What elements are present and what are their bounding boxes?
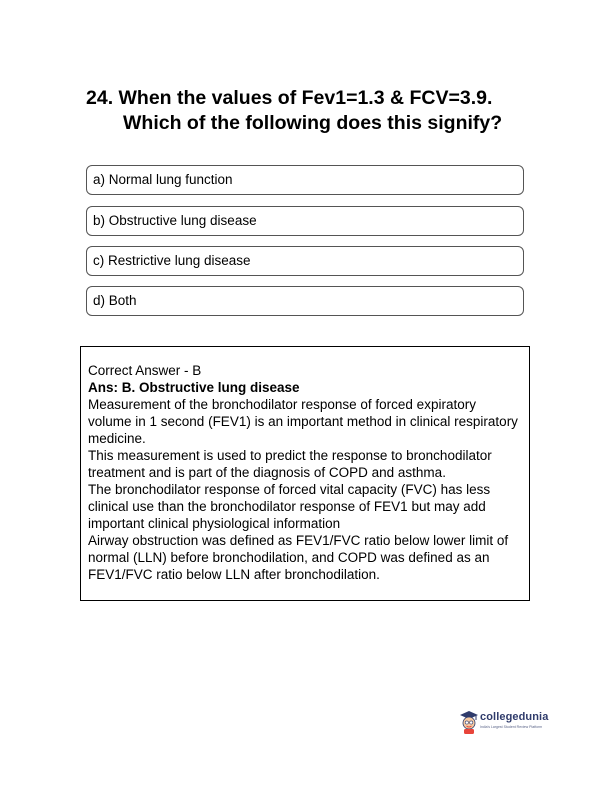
collegedunia-logo xyxy=(459,709,569,739)
explanation-paragraph: Airway obstruction was defined as FEV1/FVC ratio below lower limit of normal (LLN) before bronchodilation, and COPD was defined as an FEV1/FVC ratio below LLN after bronchodilation. xyxy=(88,533,509,582)
option-d[interactable]: d) Both xyxy=(86,286,524,316)
question-title-line-2: Which of the following does this signify? xyxy=(123,112,503,134)
explanation-paragraph: Measurement of the bronchodilator response of forced expiratory volume in 1 second (FEV1) is an important method in clinical respiratory medicine. xyxy=(88,397,518,446)
logo-tagline: India's Largest Student Review Platform xyxy=(480,725,543,729)
option-c[interactable]: c) Restrictive lung disease xyxy=(86,246,524,276)
answer-explanation-box xyxy=(80,346,530,601)
explanation-paragraph: This measurement is used to predict the response to bronchodilator treatment and is part of the diagnosis of COPD and asthma. xyxy=(88,448,492,480)
question-title-line-1: 24. When the values of Fev1=1.3 & FCV=3.9. xyxy=(86,87,493,109)
graduate-mascot-icon xyxy=(459,709,479,735)
explanation-paragraph: The bronchodilator response of forced vital capacity (FVC) has less clinical use than the bronchodilator response of FEV1 but may add important clinical physiological information xyxy=(88,482,491,531)
option-a[interactable]: a) Normal lung function xyxy=(86,165,524,195)
question-title xyxy=(86,86,566,136)
correct-answer-line: Correct Answer - B xyxy=(88,363,202,378)
option-b[interactable]: b) Obstructive lung disease xyxy=(86,206,524,236)
answer-heading: Ans: B. Obstructive lung disease xyxy=(88,380,300,395)
logo-name: collegedunia xyxy=(480,711,549,723)
